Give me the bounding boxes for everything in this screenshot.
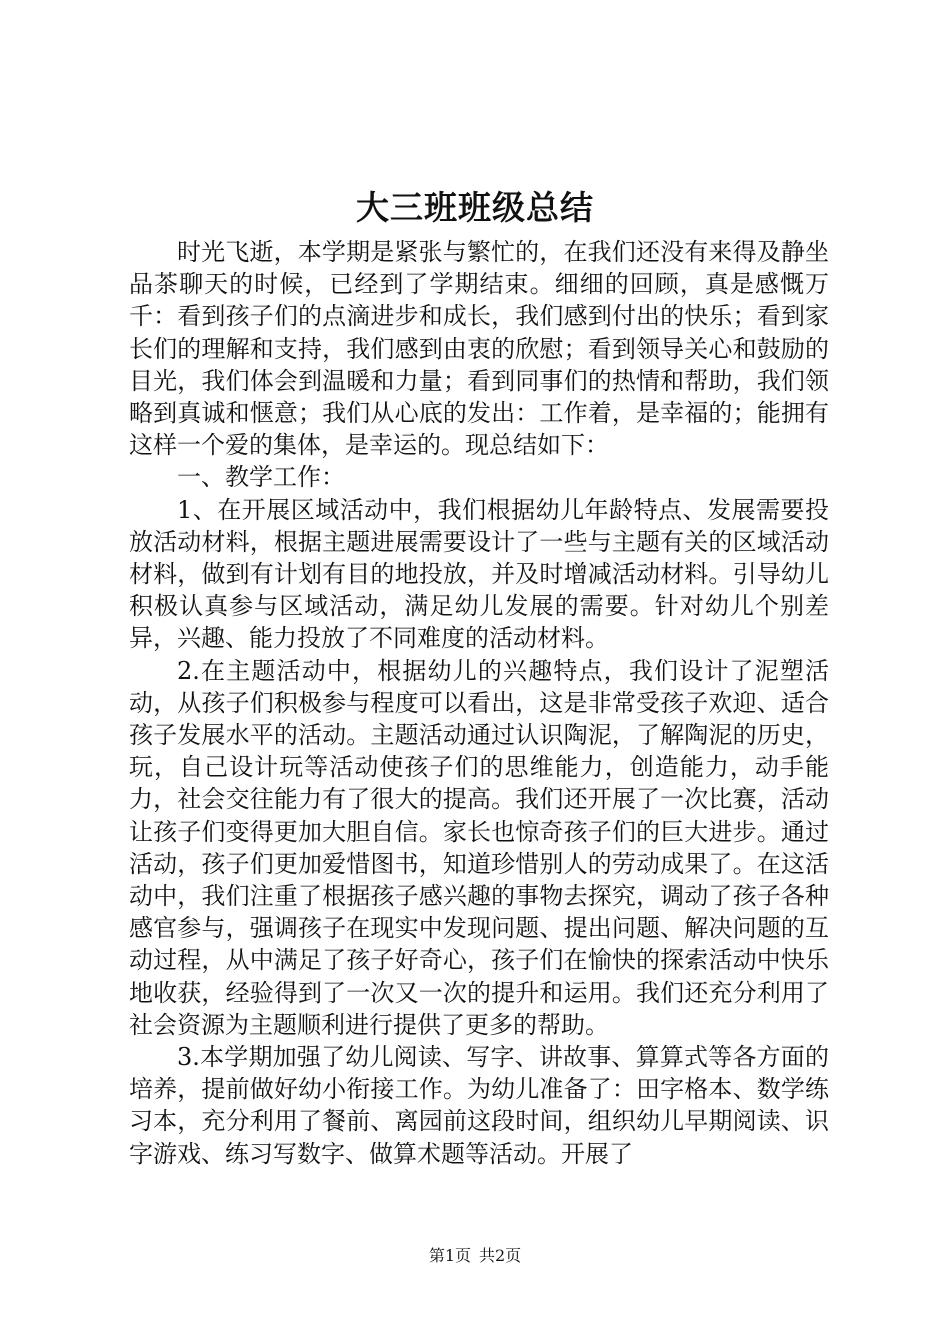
- document-body: [129, 236, 829, 1170]
- paragraph-item-1: 1、在开展区域活动中，我们根据幼儿年龄特点、发展需要投放活动材料，根据主题进展需要设计了一些与主题有关的区域活动材料，做到有计划有目的地投放，并及时增减活动材料。引导幼儿积极认真参与区域活动，满足幼儿发展的需要。针对幼儿个别差异，兴趣、能力投放了不同难度的活动材料。: [129, 495, 829, 653]
- page-total: 共2页: [479, 1246, 522, 1265]
- page-number: 第1页: [428, 1246, 471, 1265]
- page-footer: [0, 1244, 950, 1268]
- section-heading-teaching: 一、教学工作：: [177, 463, 345, 492]
- paragraph-item-3: 3.本学期加强了幼儿阅读、写字、讲故事、算算式等各方面的培养，提前做好幼小衔接工作。为幼儿准备了：田字格本、数学练习本，充分利用了餐前、离园前这段时间，组织幼儿早期阅读、识字游戏、练习写数字、做算术题等活动。开展了: [129, 1043, 829, 1168]
- intro-paragraph: 时光飞逝，本学期是紧张与繁忙的，在我们还没有来得及静坐品茶聊天的时候，已经到了学期结束。细细的回顾，真是感慨万千：看到孩子们的点滴进步和成长，我们感到付出的快乐；看到家长们的理解和支持，我们感到由衷的欣慰；看到领导关心和鼓励的目光，我们体会到温暖和力量；看到同事们的热情和帮助，我们领略到真诚和惬意；我们从心底的发出：工作着，是幸福的；能拥有这样一个爱的集体，是幸运的。现总结如下：: [129, 238, 829, 460]
- paragraph-item-2: 2.在主题活动中，根据幼儿的兴趣特点，我们设计了泥塑活动，从孩子们积极参与程度可以看出，这是非常受孩子欢迎、适合孩子发展水平的活动。主题活动通过认识陶泥，了解陶泥的历史，玩，自己设计玩等活动使孩子们的思维能力，创造能力，动手能力，社会交往能力有了很大的提高。我们还开展了一次比赛，活动让孩子们变得更加大胆自信。家长也惊奇孩子们的巨大进步。通过活动，孩子们更加爱惜图书，知道珍惜别人的劳动成果了。在这活动中，我们注重了根据孩子感兴趣的事物去探究，调动了孩子各种感官参与，强调孩子在现实中发现问题、提出问题、解决问题的互动过程，从中满足了孩子好奇心，孩子们在愉快的探索活动中快乐地收获，经验得到了一次又一次的提升和运用。我们还充分利用了社会资源为主题顺利进行提供了更多的帮助。: [129, 656, 829, 1039]
- document-title: 大三班班级总结: [356, 188, 594, 227]
